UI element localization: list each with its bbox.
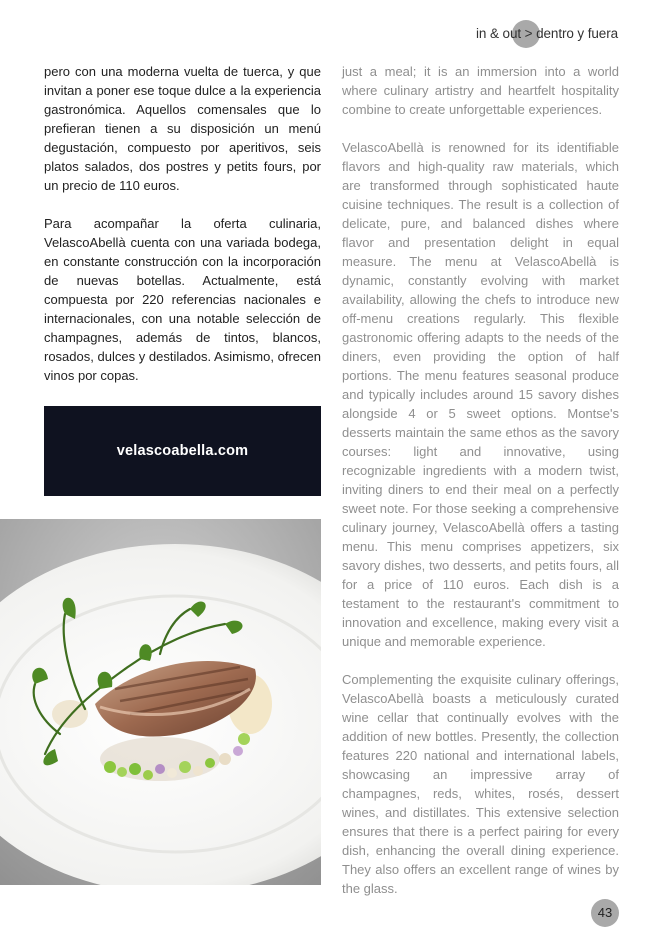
english-text-column: [342, 62, 619, 917]
plated-fish-dish-image: [0, 519, 321, 885]
spanish-text-column: [44, 62, 321, 404]
paragraph: VelascoAbellà is renowned for its identifiable flavors and high-quality raw materials, which are transformed through sophisticated haute cuisine techniques. The result is a collection of delicate, pure, and balanced dishes where flavor and presentation delight in equal measure. The menu at VelascoAbellà is dynamic, constantly evolving with market availability, allowing the chefs to introduce new off-menu creations regularly. This flexible gastronomic offering adapts to the needs of the diners, even providing the option of half portions. The menu features seasonal produce and typically includes around 15 savory dishes alongside 4 or 5 sweet options. Montse's desserts maintain the same ethos as the savory courses: light and innovative, using recognizable ingredients with a modern twist, inviting diners to end their meal on a perfectly sweet note. For those seeking a comprehensive culinary journey, VelascoAbellà offers a tasting menu. This menu comprises appetizers, six savory dishes, two desserts, and petits fours, all for a price of 110 euros. Each dish is a testament to the restaurant's commitment to innovation and excellence, making every visit a unique and memorable experience.: [342, 140, 619, 649]
paragraph: Para acompañar la oferta culinaria, VelascoAbellà cuenta con una variada bodega, en constante construcción con la incorporación de nuevas botellas. Actualmente, está compuesta por 220 referencias nacionales e internacionales, con una notable selección de champagnes, además de tintos, blancos, rosados, dulces y destilados. Asimismo, ofrecen vinos por copas.: [44, 216, 321, 383]
website-link[interactable]: velascoabella.com: [116, 443, 249, 459]
paragraph: just a meal; it is an immersion into a world where culinary artistry and heartfelt hospitality combine to create unforgettable experiences.: [342, 64, 619, 117]
paragraph: pero con una moderna vuelta de tuerca, y que invitan a poner ese toque dulce a la experiencia gastronómica. Aquellos comensales que lo prefieran tienen a su disposición un menú degustación, compuesto por aperitivos, seis platos salados, dos postres y petits fours, por un precio de 110 euros.: [44, 64, 321, 193]
page-number: 43: [591, 899, 619, 927]
website-banner[interactable]: [44, 406, 321, 496]
section-title: in & out > dentro y fuera: [476, 26, 618, 41]
paragraph: Complementing the exquisite culinary offerings, VelascoAbellà boasts a meticulously curated wine cellar that continually evolves with the addition of new bottles. Presently, the collection features 220 national and international labels, showcasing an impressive array of champagnes, reds, whites, rosés, dessert wines, and distillates. This extensive selection ensures that there is a perfect pairing for every dish, enhancing the overall dining experience. They also offers an excellent range of wines by the glass.: [342, 672, 619, 896]
section-header: [476, 20, 618, 48]
dish-photo: [0, 519, 321, 885]
